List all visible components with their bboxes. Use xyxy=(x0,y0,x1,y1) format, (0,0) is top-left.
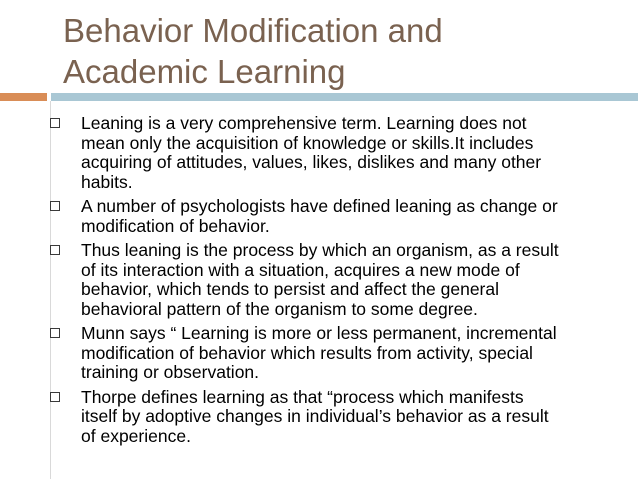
bullet-item xyxy=(48,241,628,319)
slide-title-line: Behavior Modification and xyxy=(63,12,443,49)
bullet-text-line: modification of behavior. xyxy=(81,215,270,236)
checkbox-square-icon xyxy=(50,392,60,402)
bullet-text-line: Thus leaning is the process by which an organism, as a result xyxy=(81,240,559,260)
bullet-text-line: of experience. xyxy=(81,425,191,446)
checkbox-square-icon xyxy=(50,328,60,338)
bullet-text-line: Munn says “ Learning is more or less permanent, incremental xyxy=(81,323,557,343)
bullet-text-line: Thorpe defines learning as that “process which manifests xyxy=(81,386,524,407)
checkbox-square-icon xyxy=(50,245,60,255)
bullet-text-line: of its interaction with a situation, acquires a new mode of xyxy=(81,259,520,280)
checkbox-square-icon xyxy=(50,118,60,128)
slide-title-line: Academic Learning xyxy=(63,53,346,90)
bullet-text-line: training or observation. xyxy=(81,362,260,382)
bullet-text-line: acquiring of attitudes, values, likes, dislikes and many other xyxy=(81,152,542,172)
slide-title xyxy=(63,10,623,92)
bullet-item xyxy=(48,324,628,383)
bullet-list xyxy=(48,114,628,451)
bullet-text-line: Leaning is a very comprehensive term. Learning does not xyxy=(81,113,527,133)
bullet-text-line: behavior, which tends to persist and affect the general xyxy=(81,279,500,299)
title-rule xyxy=(51,93,638,101)
bullet-text-line: modification of behavior which results from activity, special xyxy=(81,342,533,363)
title-rule-accent xyxy=(0,93,47,101)
bullet-text-line: habits. xyxy=(81,171,133,192)
checkbox-square-icon xyxy=(50,201,60,211)
bullet-text-line: mean only the acquisition of knowledge or skills.It includes xyxy=(81,132,534,153)
bullet-item xyxy=(48,114,628,192)
bullet-item xyxy=(48,388,628,447)
bullet-text-line: A number of psychologists have defined leaning as change or xyxy=(81,196,558,216)
bullet-text-line: itself by adoptive changes in individual’s behavior as a result xyxy=(81,406,549,426)
bullet-text-line: behavioral pattern of the organism to some degree. xyxy=(81,298,478,319)
bullet-item xyxy=(48,197,628,236)
